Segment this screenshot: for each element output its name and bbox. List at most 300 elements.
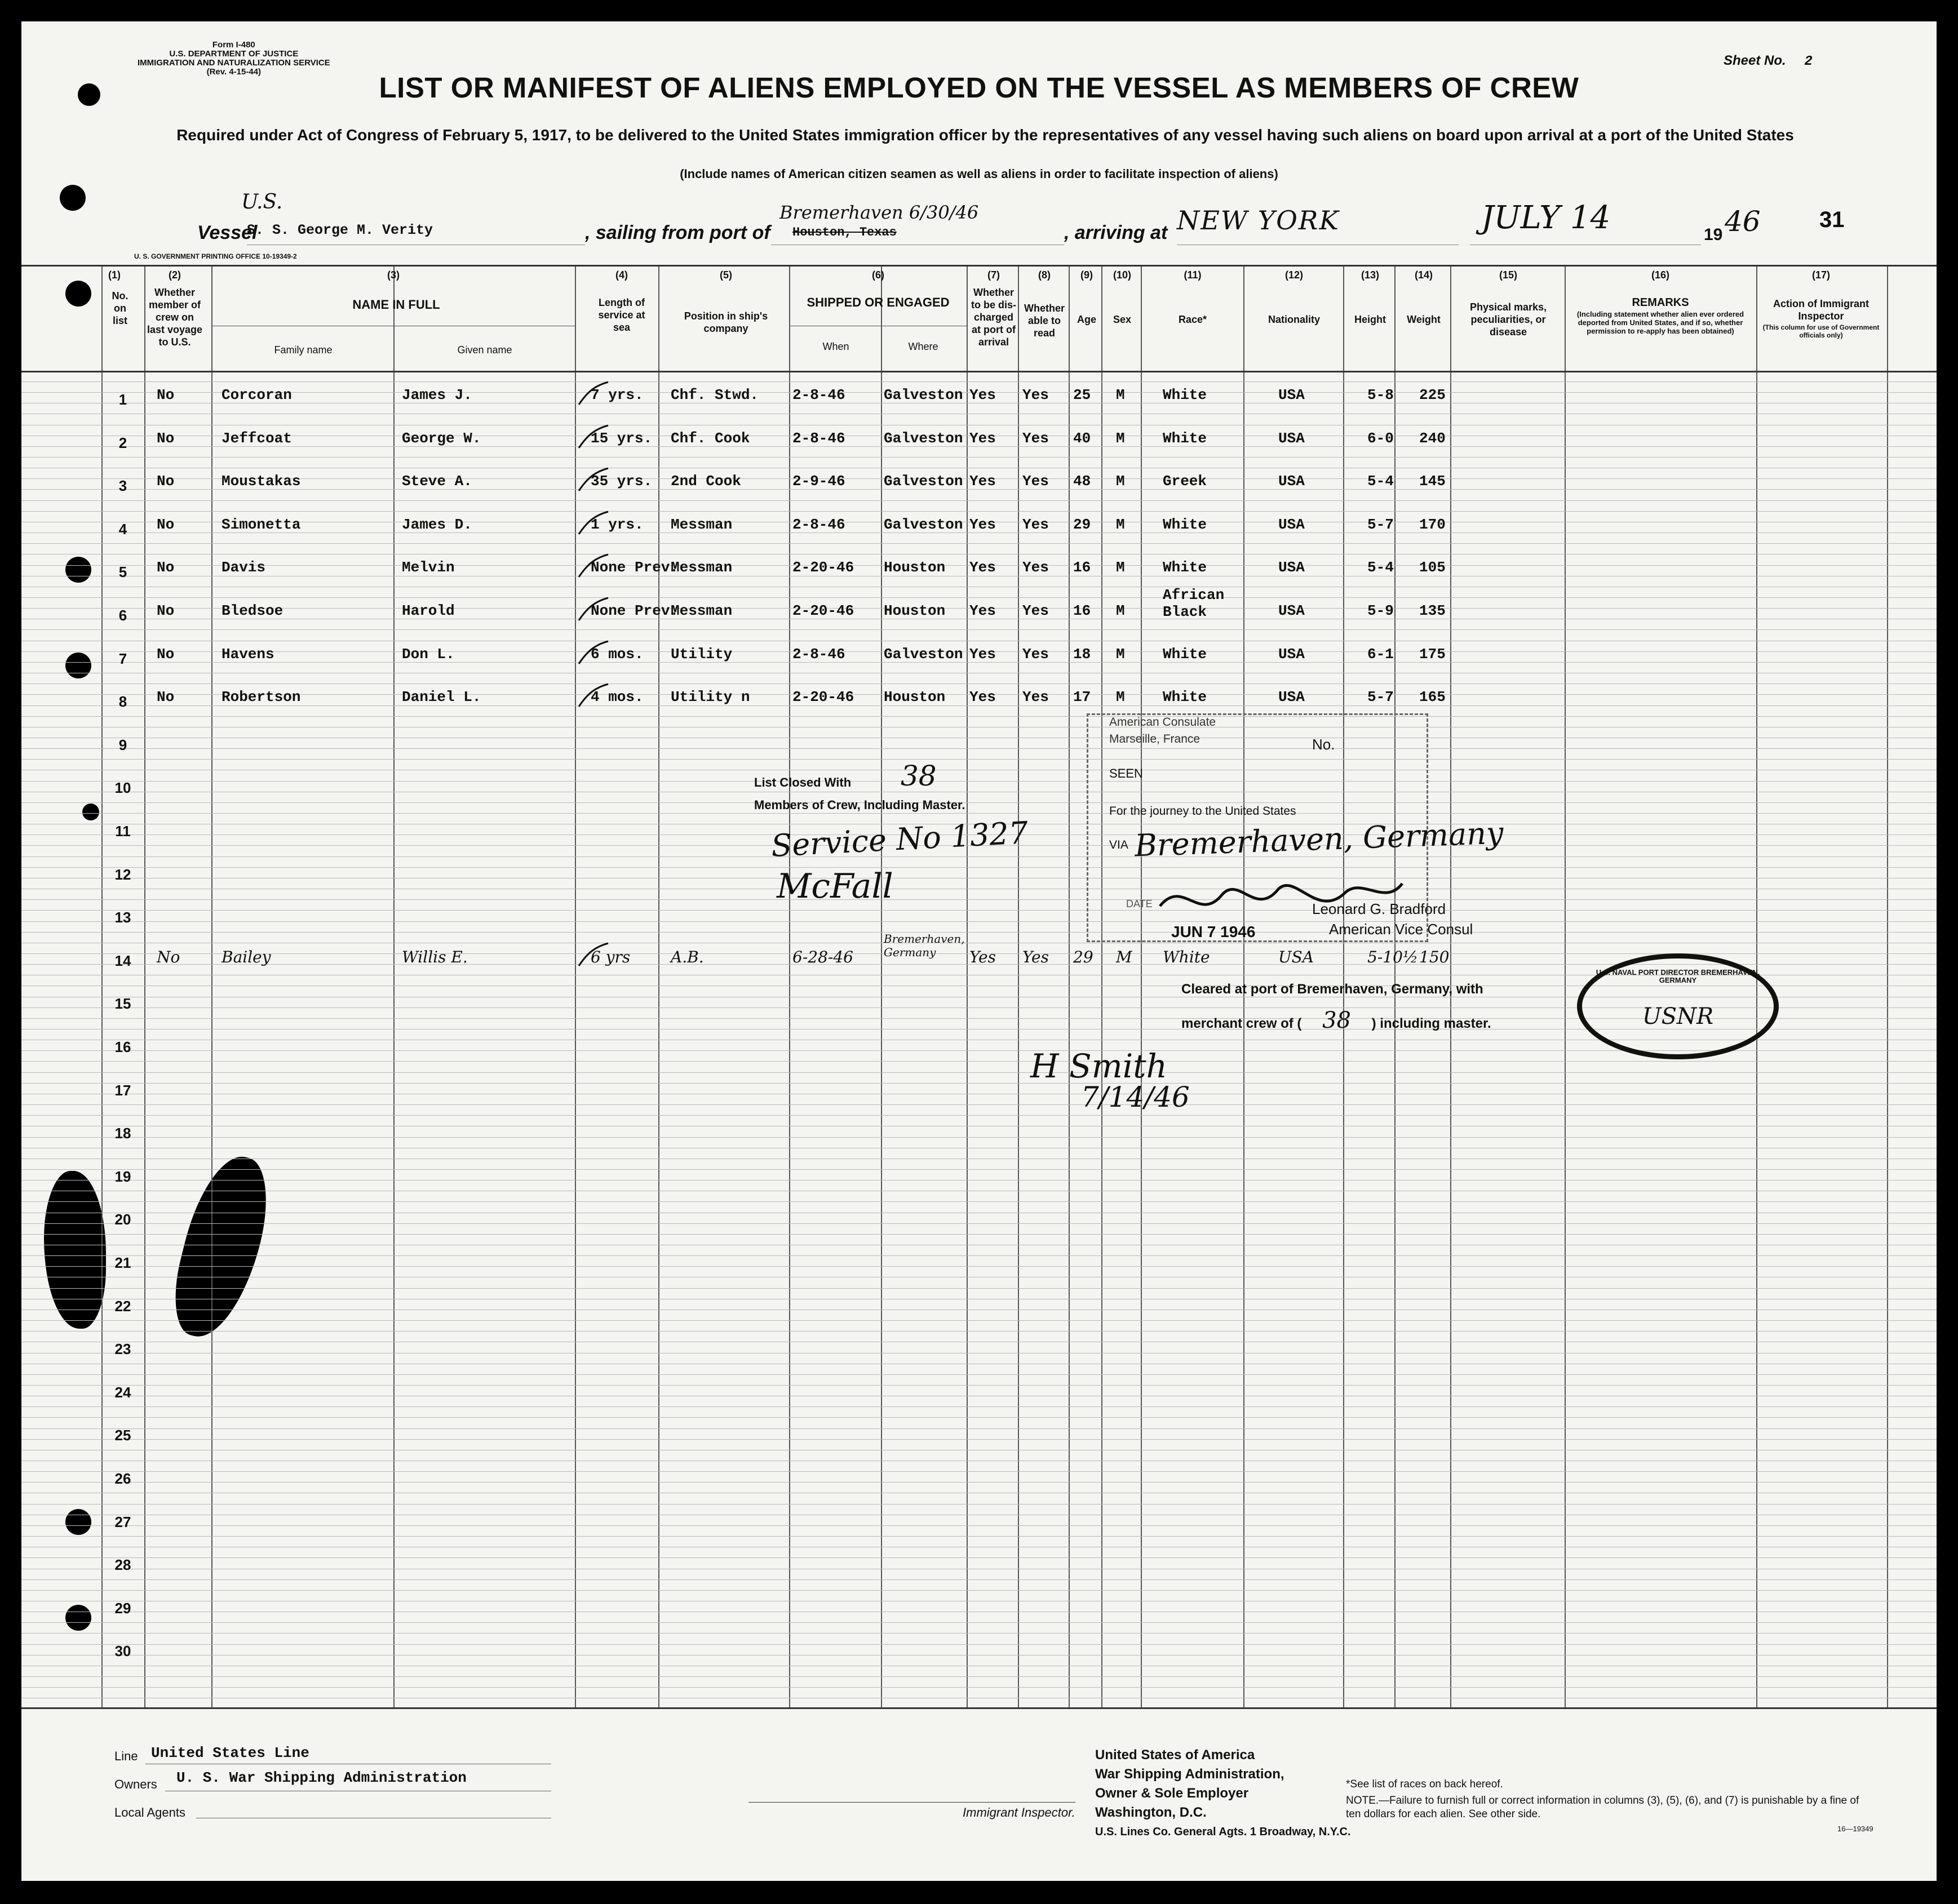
cell-age: 18 — [1073, 646, 1091, 663]
cell-discharged: Yes — [969, 602, 996, 619]
cell-position: 2nd Cook — [671, 473, 741, 490]
consulate-name: American Consulate — [1109, 716, 1216, 729]
cell-height: 6-0 — [1367, 430, 1394, 447]
cell-position: Utility n — [671, 689, 750, 705]
cell-sex: M — [1116, 948, 1132, 966]
ruled-line — [21, 910, 1937, 911]
cell-sex: M — [1116, 646, 1125, 663]
service-number-handwritten: Service No 1327 — [770, 815, 1029, 864]
cell-family: Havens — [222, 646, 274, 663]
subtitle-note: (Include names of American citizen seamen as well as aliens in order to facilitate inspection of aliens) — [680, 167, 1278, 181]
cell-weight: 165 — [1419, 689, 1446, 705]
col-num: (5) — [720, 269, 732, 281]
col-header-sex: Sex — [1113, 314, 1132, 325]
punch-hole — [65, 1605, 91, 1631]
cell-age: 48 — [1073, 473, 1091, 490]
col-num: (12) — [1284, 269, 1303, 281]
cell-race: White — [1163, 646, 1207, 663]
arriving-port-handwritten: NEW YORK — [1177, 205, 1340, 236]
ruled-line — [21, 781, 1937, 782]
cell-given: Harold — [402, 602, 455, 619]
cell-where: Galveston — [884, 473, 963, 490]
cell-service: None Prev. — [591, 602, 679, 619]
punch-hole — [60, 185, 86, 211]
cell-last: No — [157, 473, 175, 490]
col-num: (4) — [615, 269, 628, 281]
check-mark-icon — [577, 423, 610, 451]
cell-discharged: Yes — [969, 387, 996, 403]
col-subheader-where: Where — [908, 341, 938, 352]
cell-when: 2-8-46 — [792, 646, 845, 663]
table-column-rule — [1018, 265, 1019, 1707]
row-number: 10 — [114, 779, 131, 796]
employer-line: Washington, D.C. — [1095, 1805, 1207, 1820]
cell-age: 40 — [1073, 430, 1091, 447]
cell-when: 2-20-46 — [792, 689, 854, 705]
table-column-rule — [789, 265, 790, 1707]
ruled-line — [21, 597, 1937, 598]
cell-last: No — [157, 516, 175, 533]
cleared-crew-label: merchant crew of ( — [1181, 1016, 1302, 1031]
department: U.S. DEPARTMENT OF JUSTICE — [169, 49, 299, 59]
cell-discharged: Yes — [969, 473, 996, 490]
year-handwritten: 46 — [1725, 205, 1761, 238]
cell-read: Yes — [1022, 387, 1049, 403]
col-header-service: Length of service at sea — [598, 297, 645, 333]
consulate-seen: SEEN — [1109, 766, 1143, 780]
table-column-rule — [967, 265, 968, 1707]
col-header-weight: Weight — [1407, 314, 1441, 325]
col-num: (9) — [1080, 269, 1093, 281]
naval-stamp-center: USNR — [1642, 1004, 1714, 1029]
consulate-journey: For the journey to the United States — [1109, 805, 1296, 818]
table-heavy-rule — [21, 1707, 1937, 1709]
check-mark-icon — [577, 596, 610, 624]
employer-line: U.S. Lines Co. General Agts. 1 Broadway, N.Y.C. — [1095, 1826, 1351, 1838]
ruled-line — [21, 899, 1937, 900]
row-number: 5 — [118, 563, 127, 580]
cell-given: Daniel L. — [402, 689, 481, 705]
ruled-line — [21, 856, 1937, 857]
vessel-name: S. S. George M. Verity — [247, 222, 433, 238]
col-num: (1) — [108, 269, 121, 281]
consul-signature — [1149, 867, 1408, 929]
row-number: 26 — [114, 1470, 131, 1487]
cell-race: White — [1163, 689, 1207, 705]
cell-when: 2-20-46 — [792, 559, 854, 576]
cleared-including-master: ) including master. — [1371, 1016, 1491, 1031]
ruled-line — [21, 1536, 1937, 1537]
cell-nationality: USA — [1278, 689, 1305, 705]
cell-height: 5-10½ — [1367, 948, 1419, 966]
cell-nationality: USA — [1278, 430, 1305, 447]
col-header-remarks: REMARKS — [1632, 296, 1689, 309]
cell-where: Galveston — [884, 430, 963, 447]
ruled-line — [21, 457, 1937, 458]
page-subtitle: Required under Act of Congress of February 5, 1917, to be delivered to the United States immigration officer by the representatives of any vessel having such aliens on board upon arrival at a port of the United States — [176, 126, 1794, 144]
row-number: 3 — [118, 477, 127, 494]
cell-service: 1 yrs. — [591, 516, 644, 533]
vessel-label: Vessel — [197, 222, 258, 243]
ruled-line — [21, 1385, 1937, 1386]
ruled-line — [21, 813, 1937, 814]
col-num: (14) — [1414, 269, 1433, 281]
cell-race: Greek — [1163, 473, 1207, 490]
cell-race: African Black — [1163, 587, 1225, 620]
ruled-line — [21, 1234, 1937, 1235]
ruled-line — [21, 1137, 1937, 1138]
cell-position: Messman — [671, 516, 733, 533]
ruled-line — [21, 1083, 1937, 1084]
naval-port-stamp — [1577, 953, 1779, 1059]
col-header-no: No. on list — [112, 290, 129, 326]
cell-nationality: USA — [1278, 387, 1305, 403]
cell-service: 7 yrs. — [591, 387, 644, 403]
cell-when: 2-8-46 — [792, 387, 845, 403]
check-mark-icon — [577, 682, 610, 710]
consulate-date-label: DATE — [1126, 898, 1153, 909]
cell-where: Houston — [884, 602, 946, 619]
cell-sex: M — [1116, 430, 1125, 447]
col-header-shipped: SHIPPED OR ENGAGED — [807, 295, 950, 309]
cell-nationality: USA — [1278, 473, 1305, 490]
cell-nationality: USA — [1278, 602, 1305, 619]
row-number: 30 — [114, 1643, 131, 1659]
cell-nationality: USA — [1278, 646, 1305, 663]
cell-when: 2-9-46 — [792, 473, 845, 490]
ruled-line — [21, 1115, 1937, 1116]
consulate-via-label: VIA — [1109, 838, 1128, 851]
sailing-label: , sailing from port of — [585, 222, 770, 243]
ruled-line — [21, 1590, 1937, 1591]
cell-given: Melvin — [402, 559, 455, 576]
cell-service: 35 yrs. — [591, 473, 653, 490]
row-number: 22 — [114, 1298, 131, 1315]
naval-stamp-ring: U.S. NAVAL PORT DIRECTOR BREMERHAVEN, GERMANY — [1596, 968, 1760, 984]
cell-read: Yes — [1022, 430, 1049, 447]
cell-read: Yes — [1022, 602, 1049, 619]
consulate-signer: Leonard G. Bradford — [1312, 900, 1446, 917]
ruled-line — [21, 802, 1937, 803]
cell-weight: 135 — [1419, 602, 1446, 619]
table-column-rule — [881, 265, 882, 1707]
col-num: (16) — [1651, 269, 1669, 281]
cell-position: Messman — [671, 602, 733, 619]
ruled-line — [21, 1622, 1937, 1623]
cell-height: 5-9 — [1367, 602, 1394, 619]
cell-sex: M — [1116, 516, 1125, 533]
inspector-signature: H Smith — [1030, 1047, 1167, 1085]
ruled-line — [21, 1417, 1937, 1418]
cell-height: 5-8 — [1367, 387, 1394, 403]
footer-note: NOTE.—Failure to furnish full or correct information in columns (3), (5), (6), and (7) is punishable by a fine of ten dollars for each alien. See other side. — [1346, 1795, 1859, 1820]
cell-family: Corcoran — [222, 387, 292, 403]
footer-form-code: 16—19349 — [1837, 1825, 1873, 1833]
cell-when: 2-8-46 — [792, 430, 845, 447]
cell-read: Yes — [1022, 559, 1049, 576]
cell-race: White — [1163, 387, 1207, 403]
punch-hole — [65, 1509, 91, 1535]
cell-height: 5-4 — [1367, 559, 1394, 576]
col-num: (8) — [1038, 269, 1051, 281]
row-number: 25 — [114, 1427, 131, 1444]
footer-race-note: *See list of races on back hereof. — [1346, 1778, 1503, 1790]
cell-family: Simonetta — [222, 516, 301, 533]
table-column-rule — [1069, 265, 1070, 1707]
ruled-line — [21, 1644, 1937, 1645]
cell-service: None Prev. — [591, 559, 679, 576]
list-closed-label: List Closed With — [754, 775, 852, 789]
cell-given: Steve A. — [402, 473, 472, 490]
cell-where: Galveston — [884, 646, 963, 663]
ruled-line — [21, 921, 1937, 922]
cell-weight: 225 — [1419, 387, 1446, 403]
consulate-no-label: No. — [1312, 736, 1335, 753]
table-column-rule — [1565, 265, 1566, 1707]
col-header-name: NAME IN FULL — [352, 298, 440, 312]
cell-family: Jeffcoat — [222, 430, 292, 447]
table-column-rule — [211, 265, 212, 1707]
cleared-line-1: Cleared at port of Bremerhaven, Germany, with — [1181, 982, 1483, 997]
ruled-line — [21, 1471, 1937, 1472]
ruled-line — [21, 716, 1937, 717]
row-number: 8 — [118, 693, 127, 710]
cell-given: George W. — [402, 430, 481, 447]
cell-family: Robertson — [222, 689, 301, 705]
cell-age: 25 — [1073, 387, 1091, 403]
consulate-city: Marseille, France — [1109, 733, 1201, 745]
cell-discharged: Yes — [969, 689, 996, 705]
ruled-line — [21, 1579, 1937, 1580]
check-mark-icon — [577, 466, 610, 494]
col-subheader-given: Given name — [457, 344, 512, 356]
cell-read: Yes — [1022, 646, 1049, 663]
cell-last: No — [157, 559, 175, 576]
sailing-port-handwritten: Bremerhaven 6/30/46 — [779, 202, 979, 223]
list-closed-count: 38 — [901, 760, 937, 792]
cell-where: Galveston — [884, 516, 963, 533]
ruled-line — [21, 1687, 1937, 1688]
row-number: 27 — [114, 1514, 131, 1530]
col-num: (7) — [987, 269, 1000, 281]
cell-read: Yes — [1022, 516, 1049, 533]
cell-age: 29 — [1073, 948, 1093, 966]
table-column-rule — [144, 265, 145, 1707]
check-mark-icon — [577, 509, 610, 538]
ruled-line — [21, 1061, 1937, 1062]
row-number: 15 — [114, 995, 131, 1012]
page-title: LIST OR MANIFEST OF ALIENS EMPLOYED ON THE VESSEL AS MEMBERS OF CREW — [379, 72, 1579, 104]
ruled-line — [21, 1201, 1937, 1202]
row-number: 28 — [114, 1556, 131, 1573]
ruled-line — [21, 759, 1937, 760]
punch-hole — [82, 804, 99, 820]
ruled-line — [21, 1439, 1937, 1440]
footer-owners-value: U. S. War Shipping Administration — [176, 1769, 467, 1786]
ruled-line — [21, 1557, 1937, 1558]
ruled-line — [21, 1320, 1937, 1321]
row-number: 18 — [114, 1125, 131, 1142]
row-number: 29 — [114, 1600, 131, 1617]
cell-last: No — [157, 948, 180, 966]
col-header-height: Height — [1354, 314, 1386, 325]
master-signature: McFall — [777, 867, 893, 906]
col-header-age: Age — [1077, 314, 1096, 325]
cell-height: 5-4 — [1367, 473, 1394, 490]
employer-line: Owner & Sole Employer — [1095, 1786, 1249, 1801]
year-printed: 19 — [1704, 225, 1723, 244]
col-num: (15) — [1499, 269, 1517, 281]
check-mark-icon — [577, 941, 610, 969]
cell-sex: M — [1116, 689, 1125, 705]
ruled-line — [21, 1288, 1937, 1289]
ruled-line — [21, 1655, 1937, 1656]
row-number: 20 — [114, 1211, 131, 1228]
row-number: 6 — [118, 607, 127, 624]
cell-service: 6 mos. — [591, 646, 644, 663]
consulate-via-handwritten: Bremerhaven, Germany — [1134, 815, 1504, 864]
ruled-line — [21, 543, 1937, 544]
employer-line: United States of America — [1095, 1747, 1255, 1763]
form-number: Form I-480 — [212, 40, 255, 50]
cell-last: No — [157, 689, 175, 705]
list-closed-members: Members of Crew, Including Master. — [754, 798, 965, 812]
cell-sex: M — [1116, 559, 1125, 576]
col-header-nationality: Nationality — [1268, 314, 1320, 325]
cell-read: Yes — [1022, 689, 1049, 705]
cell-age: 16 — [1073, 602, 1091, 619]
col-num: (13) — [1361, 269, 1379, 281]
footer-line-label: Line — [114, 1749, 138, 1763]
torn-corner — [163, 1148, 280, 1346]
cell-sex: M — [1116, 602, 1125, 619]
cell-weight: 105 — [1419, 559, 1446, 576]
row-number: 7 — [118, 650, 127, 667]
row-number: 16 — [114, 1038, 131, 1055]
arrival-date-handwritten: JULY 14 — [1481, 199, 1611, 236]
cell-position: Messman — [671, 559, 733, 576]
cell-last: No — [157, 387, 175, 403]
ruled-line — [21, 1169, 1937, 1170]
row-number: 11 — [115, 823, 131, 840]
col-header-physical: Physical marks, peculiarities, or disease — [1469, 301, 1547, 338]
footer-employer — [1095, 1746, 1350, 1841]
row-number: 14 — [114, 952, 131, 969]
col-header-inspector: Action of Immigrant Inspector — [1773, 298, 1869, 322]
sheet-number: 2 — [1804, 54, 1813, 69]
ruled-line — [21, 1266, 1937, 1267]
ruled-line — [21, 1072, 1937, 1073]
service: IMMIGRATION AND NATURALIZATION SERVICE — [138, 58, 330, 68]
page-number: 31 — [1819, 207, 1845, 232]
cell-position: Utility — [671, 646, 733, 663]
col-num: (11) — [1184, 269, 1202, 281]
sheet-number-label — [1724, 53, 1813, 69]
cell-when: 2-20-46 — [792, 602, 854, 619]
cell-weight: 170 — [1419, 516, 1446, 533]
cell-read: Yes — [1022, 948, 1049, 966]
row-number: 4 — [118, 521, 127, 538]
col-num: (17) — [1811, 269, 1830, 281]
cell-where: Galveston — [884, 387, 963, 403]
col-subheader-when: When — [822, 341, 849, 352]
cell-read: Yes — [1022, 473, 1049, 490]
consulate-signer-title: American Vice Consul — [1329, 921, 1473, 938]
table-column-rule — [1101, 265, 1102, 1707]
check-mark-icon — [577, 380, 610, 408]
col-header-discharged: Whether to be dis-charged at port of arrival — [971, 287, 1016, 348]
ruled-line — [21, 381, 1937, 382]
cell-family: Bledsoe — [222, 602, 283, 619]
cell-service: 15 yrs. — [591, 430, 653, 447]
row-number: 12 — [114, 866, 131, 883]
ruled-line — [21, 1406, 1937, 1407]
cleared-line-2 — [1181, 1008, 1491, 1033]
printing-office: U. S. GOVERNMENT PRINTING OFFICE 10-19349-2 — [134, 252, 297, 260]
col-num: (3) — [387, 269, 400, 281]
table-column-rule — [1887, 265, 1888, 1707]
col-num: (6) — [872, 269, 884, 281]
cell-race: White — [1163, 516, 1207, 533]
cell-nationality: USA — [1278, 948, 1314, 966]
cell-height: 5-7 — [1367, 689, 1394, 705]
row-number: 2 — [118, 434, 127, 451]
cell-height: 5-7 — [1367, 516, 1394, 533]
ruled-line — [21, 1525, 1937, 1526]
col-num: (2) — [169, 269, 181, 281]
cell-age: 29 — [1073, 516, 1091, 533]
footer-owners-label: Owners — [114, 1777, 157, 1791]
col-num: (10) — [1113, 269, 1131, 281]
punch-hole — [65, 653, 91, 678]
table-column-rule — [658, 265, 659, 1707]
cleared-crew-count: 38 — [1322, 1008, 1351, 1033]
cell-age: 17 — [1073, 689, 1091, 705]
cell-position: Chf. Stwd. — [671, 387, 759, 403]
cell-weight: 150 — [1419, 948, 1450, 966]
cell-discharged: Yes — [969, 646, 996, 663]
row-number: 23 — [114, 1341, 131, 1357]
table-heavy-rule — [21, 371, 1937, 372]
ruled-line — [21, 511, 1937, 512]
sailing-port-typed: Houston, Texas — [792, 225, 897, 239]
cell-where: Bremerhaven, Germany — [884, 932, 965, 959]
cell-given: Willis E. — [402, 948, 468, 966]
cell-where: Houston — [884, 689, 946, 705]
cell-nationality: USA — [1278, 559, 1305, 576]
cell-service: 6 yrs — [591, 948, 631, 966]
col-header-position: Position in ship's company — [684, 310, 768, 334]
row-number: 9 — [118, 736, 127, 753]
revision: (Rev. 4-15-44) — [206, 67, 262, 77]
cell-last: No — [157, 430, 175, 447]
col-header-read: Whether able to read — [1024, 303, 1065, 339]
cell-sex: M — [1116, 473, 1125, 490]
table-heavy-rule — [21, 265, 1937, 267]
row-number: 19 — [114, 1168, 131, 1185]
ruled-line — [21, 500, 1937, 501]
cell-age: 16 — [1073, 559, 1091, 576]
ruled-line — [21, 1255, 1937, 1256]
cell-last: No — [157, 646, 175, 663]
ruled-line — [21, 1428, 1937, 1429]
sheet-label: Sheet No. — [1724, 53, 1786, 68]
cell-sex: M — [1116, 387, 1125, 403]
cell-nationality: USA — [1278, 516, 1305, 533]
consulate-date: JUN 7 1946 — [1171, 923, 1256, 940]
cell-discharged: Yes — [969, 948, 996, 966]
inspector-date: 7/14/46 — [1081, 1081, 1190, 1113]
